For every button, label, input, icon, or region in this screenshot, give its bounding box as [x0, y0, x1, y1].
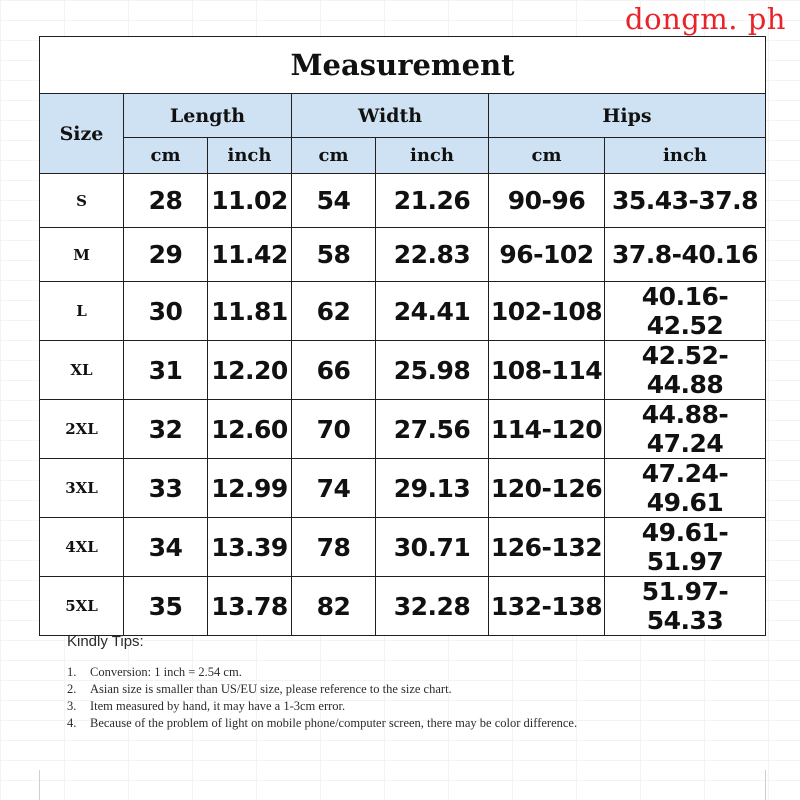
hips-inch: 40.16-42.52 [605, 282, 766, 341]
hips-inch: 49.61-51.97 [605, 518, 766, 577]
unit-header: inch [376, 138, 489, 174]
width-inch: 32.28 [376, 577, 489, 636]
width-inch: 27.56 [376, 400, 489, 459]
size-label: XL [40, 341, 124, 400]
hips-cm: 96-102 [489, 228, 605, 282]
length-cm: 34 [124, 518, 208, 577]
list-number: 2. [67, 682, 77, 696]
hips-cm: 108-114 [489, 341, 605, 400]
hips-cm: 102-108 [489, 282, 605, 341]
list-text: Conversion: 1 inch = 2.54 cm. [90, 665, 242, 679]
table-row [40, 518, 766, 577]
hips-inch: 37.8-40.16 [605, 228, 766, 282]
width-cm: 66 [292, 341, 376, 400]
length-cm: 35 [124, 577, 208, 636]
unit-header: cm [489, 138, 605, 174]
width-inch: 21.26 [376, 174, 489, 228]
hips-cm: 90-96 [489, 174, 605, 228]
tips-list [67, 664, 627, 732]
hips-header: Hips [489, 94, 766, 138]
list-item [67, 698, 627, 715]
width-cm: 74 [292, 459, 376, 518]
length-cm: 33 [124, 459, 208, 518]
list-number: 4. [67, 716, 77, 730]
hips-cm: 120-126 [489, 459, 605, 518]
width-inch: 30.71 [376, 518, 489, 577]
length-inch: 13.78 [208, 577, 292, 636]
table-row [40, 174, 766, 228]
size-label: 5XL [40, 577, 124, 636]
length-inch: 11.02 [208, 174, 292, 228]
hips-inch: 51.97-54.33 [605, 577, 766, 636]
watermark-text: dongm. ph [625, 2, 786, 36]
hips-inch: 47.24-49.61 [605, 459, 766, 518]
list-text: Because of the problem of light on mobile phone/computer screen, there may be color difference. [90, 716, 578, 730]
length-header: Length [124, 94, 292, 138]
table-row [40, 400, 766, 459]
kindly-tips [67, 633, 627, 732]
length-cm: 32 [124, 400, 208, 459]
list-number: 1. [67, 665, 77, 679]
length-inch: 12.20 [208, 341, 292, 400]
hips-inch: 44.88-47.24 [605, 400, 766, 459]
width-inch: 29.13 [376, 459, 489, 518]
table-row [40, 228, 766, 282]
unit-header: inch [605, 138, 766, 174]
table-row [40, 577, 766, 636]
table-row [40, 282, 766, 341]
length-inch: 11.81 [208, 282, 292, 341]
tips-title: Kindly Tips: [67, 633, 144, 650]
width-inch: 24.41 [376, 282, 489, 341]
hips-cm: 114-120 [489, 400, 605, 459]
divider-line [765, 770, 766, 800]
table-row [40, 341, 766, 400]
unit-header: inch [208, 138, 292, 174]
size-label: M [40, 228, 124, 282]
width-cm: 70 [292, 400, 376, 459]
list-item [67, 681, 627, 698]
list-text: Asian size is smaller than US/EU size, please reference to the size chart. [90, 682, 452, 696]
length-cm: 31 [124, 341, 208, 400]
length-inch: 11.42 [208, 228, 292, 282]
list-item [67, 664, 627, 681]
width-header: Width [292, 94, 489, 138]
width-cm: 54 [292, 174, 376, 228]
width-inch: 25.98 [376, 341, 489, 400]
length-cm: 28 [124, 174, 208, 228]
size-label: L [40, 282, 124, 341]
hips-inch: 35.43-37.8 [605, 174, 766, 228]
size-label: 4XL [40, 518, 124, 577]
list-text: Item measured by hand, it may have a 1-3cm error. [90, 699, 346, 713]
length-inch: 13.39 [208, 518, 292, 577]
list-item [67, 715, 627, 732]
length-cm: 29 [124, 228, 208, 282]
size-header: Size [40, 94, 124, 174]
length-inch: 12.60 [208, 400, 292, 459]
width-cm: 78 [292, 518, 376, 577]
hips-inch: 42.52-44.88 [605, 341, 766, 400]
hips-cm: 132-138 [489, 577, 605, 636]
table-row [40, 459, 766, 518]
table-title: Measurement [40, 37, 766, 94]
divider-line [39, 770, 40, 800]
unit-header: cm [292, 138, 376, 174]
width-cm: 82 [292, 577, 376, 636]
width-inch: 22.83 [376, 228, 489, 282]
size-label: 3XL [40, 459, 124, 518]
size-label: S [40, 174, 124, 228]
list-number: 3. [67, 699, 77, 713]
size-label: 2XL [40, 400, 124, 459]
length-cm: 30 [124, 282, 208, 341]
size-chart-table [39, 36, 766, 636]
unit-header: cm [124, 138, 208, 174]
length-inch: 12.99 [208, 459, 292, 518]
width-cm: 58 [292, 228, 376, 282]
width-cm: 62 [292, 282, 376, 341]
hips-cm: 126-132 [489, 518, 605, 577]
